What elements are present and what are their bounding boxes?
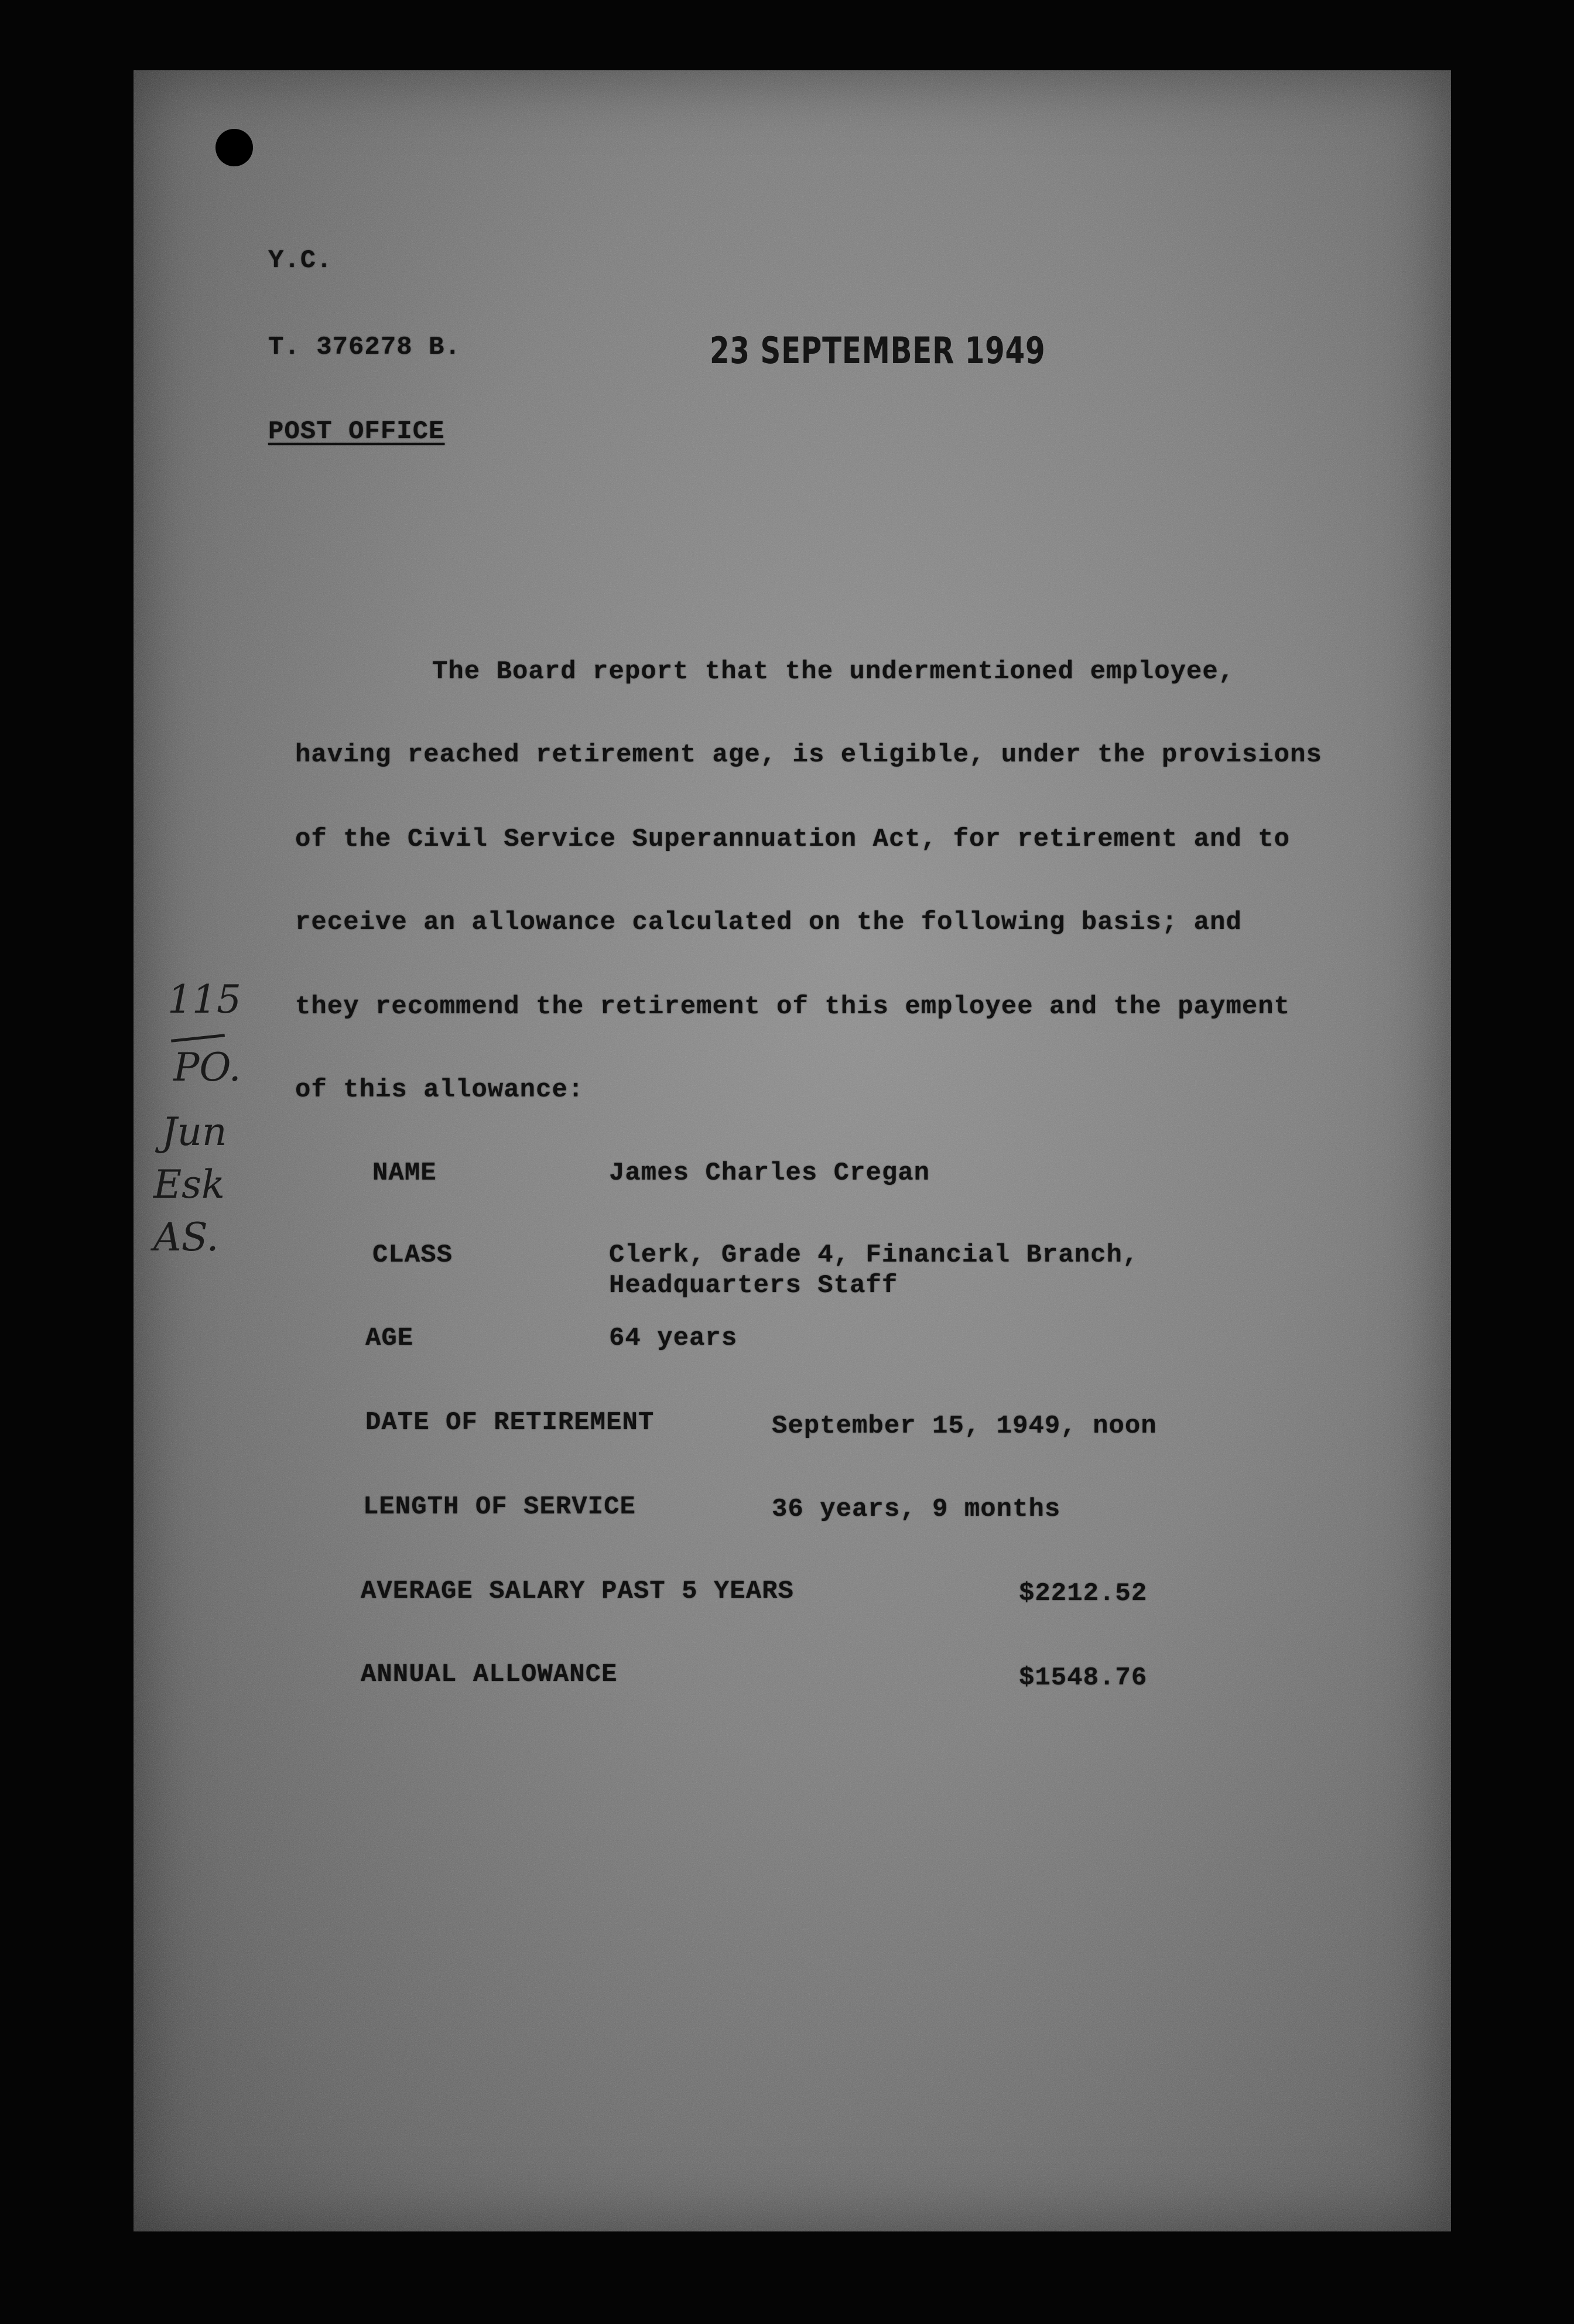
annual-allowance-value: $1548.76 (1019, 1663, 1148, 1693)
body-line-5: they recommend the retirement of this employee and the payment (295, 992, 1291, 1021)
department-heading: POST OFFICE (268, 417, 445, 446)
document-page (134, 70, 1451, 2231)
body-line-2: having reached retirement age, is eligible, under the provisions (295, 740, 1322, 770)
age-label: AGE (365, 1324, 414, 1353)
initials: Y.C. (268, 246, 333, 275)
body-line-1: The Board report that the undermentioned employee, (432, 657, 1235, 686)
margin-note-number: 115 (167, 977, 241, 1022)
class-label: CLASS (372, 1240, 453, 1270)
margin-note-initials-3: AS. (153, 1215, 219, 1260)
service-length-value: 36 years, 9 months (772, 1495, 1061, 1524)
retirement-date-label: DATE OF RETIREMENT (365, 1408, 655, 1437)
class-value-line-1: Clerk, Grade 4, Financial Branch, (609, 1240, 1139, 1270)
service-length-label: LENGTH OF SERVICE (363, 1492, 636, 1522)
body-line-6: of this allowance: (295, 1075, 584, 1105)
body-line-3: of the Civil Service Superannuation Act, for retirement and to (295, 825, 1291, 854)
margin-note-initials-2: Esk (153, 1162, 225, 1207)
margin-note-department: PO. (173, 1045, 241, 1090)
class-value-line-2: Headquarters Staff (609, 1271, 898, 1300)
name-label: NAME (372, 1158, 437, 1188)
name-value: James Charles Cregan (609, 1158, 930, 1188)
punch-hole (215, 129, 253, 166)
date-stamp: 23 SEPTEMBER 1949 (710, 329, 1046, 372)
retirement-date-value: September 15, 1949, noon (772, 1412, 1157, 1441)
average-salary-value: $2212.52 (1019, 1579, 1148, 1608)
paper-texture (134, 70, 1451, 2231)
body-line-4: receive an allowance calculated on the following basis; and (295, 908, 1242, 937)
annual-allowance-label: ANNUAL ALLOWANCE (361, 1660, 618, 1689)
average-salary-label: AVERAGE SALARY PAST 5 YEARS (361, 1577, 794, 1606)
age-value: 64 years (609, 1324, 738, 1353)
file-reference: T. 376278 B. (268, 333, 461, 362)
margin-note-initials-1: Jun (162, 1109, 227, 1154)
